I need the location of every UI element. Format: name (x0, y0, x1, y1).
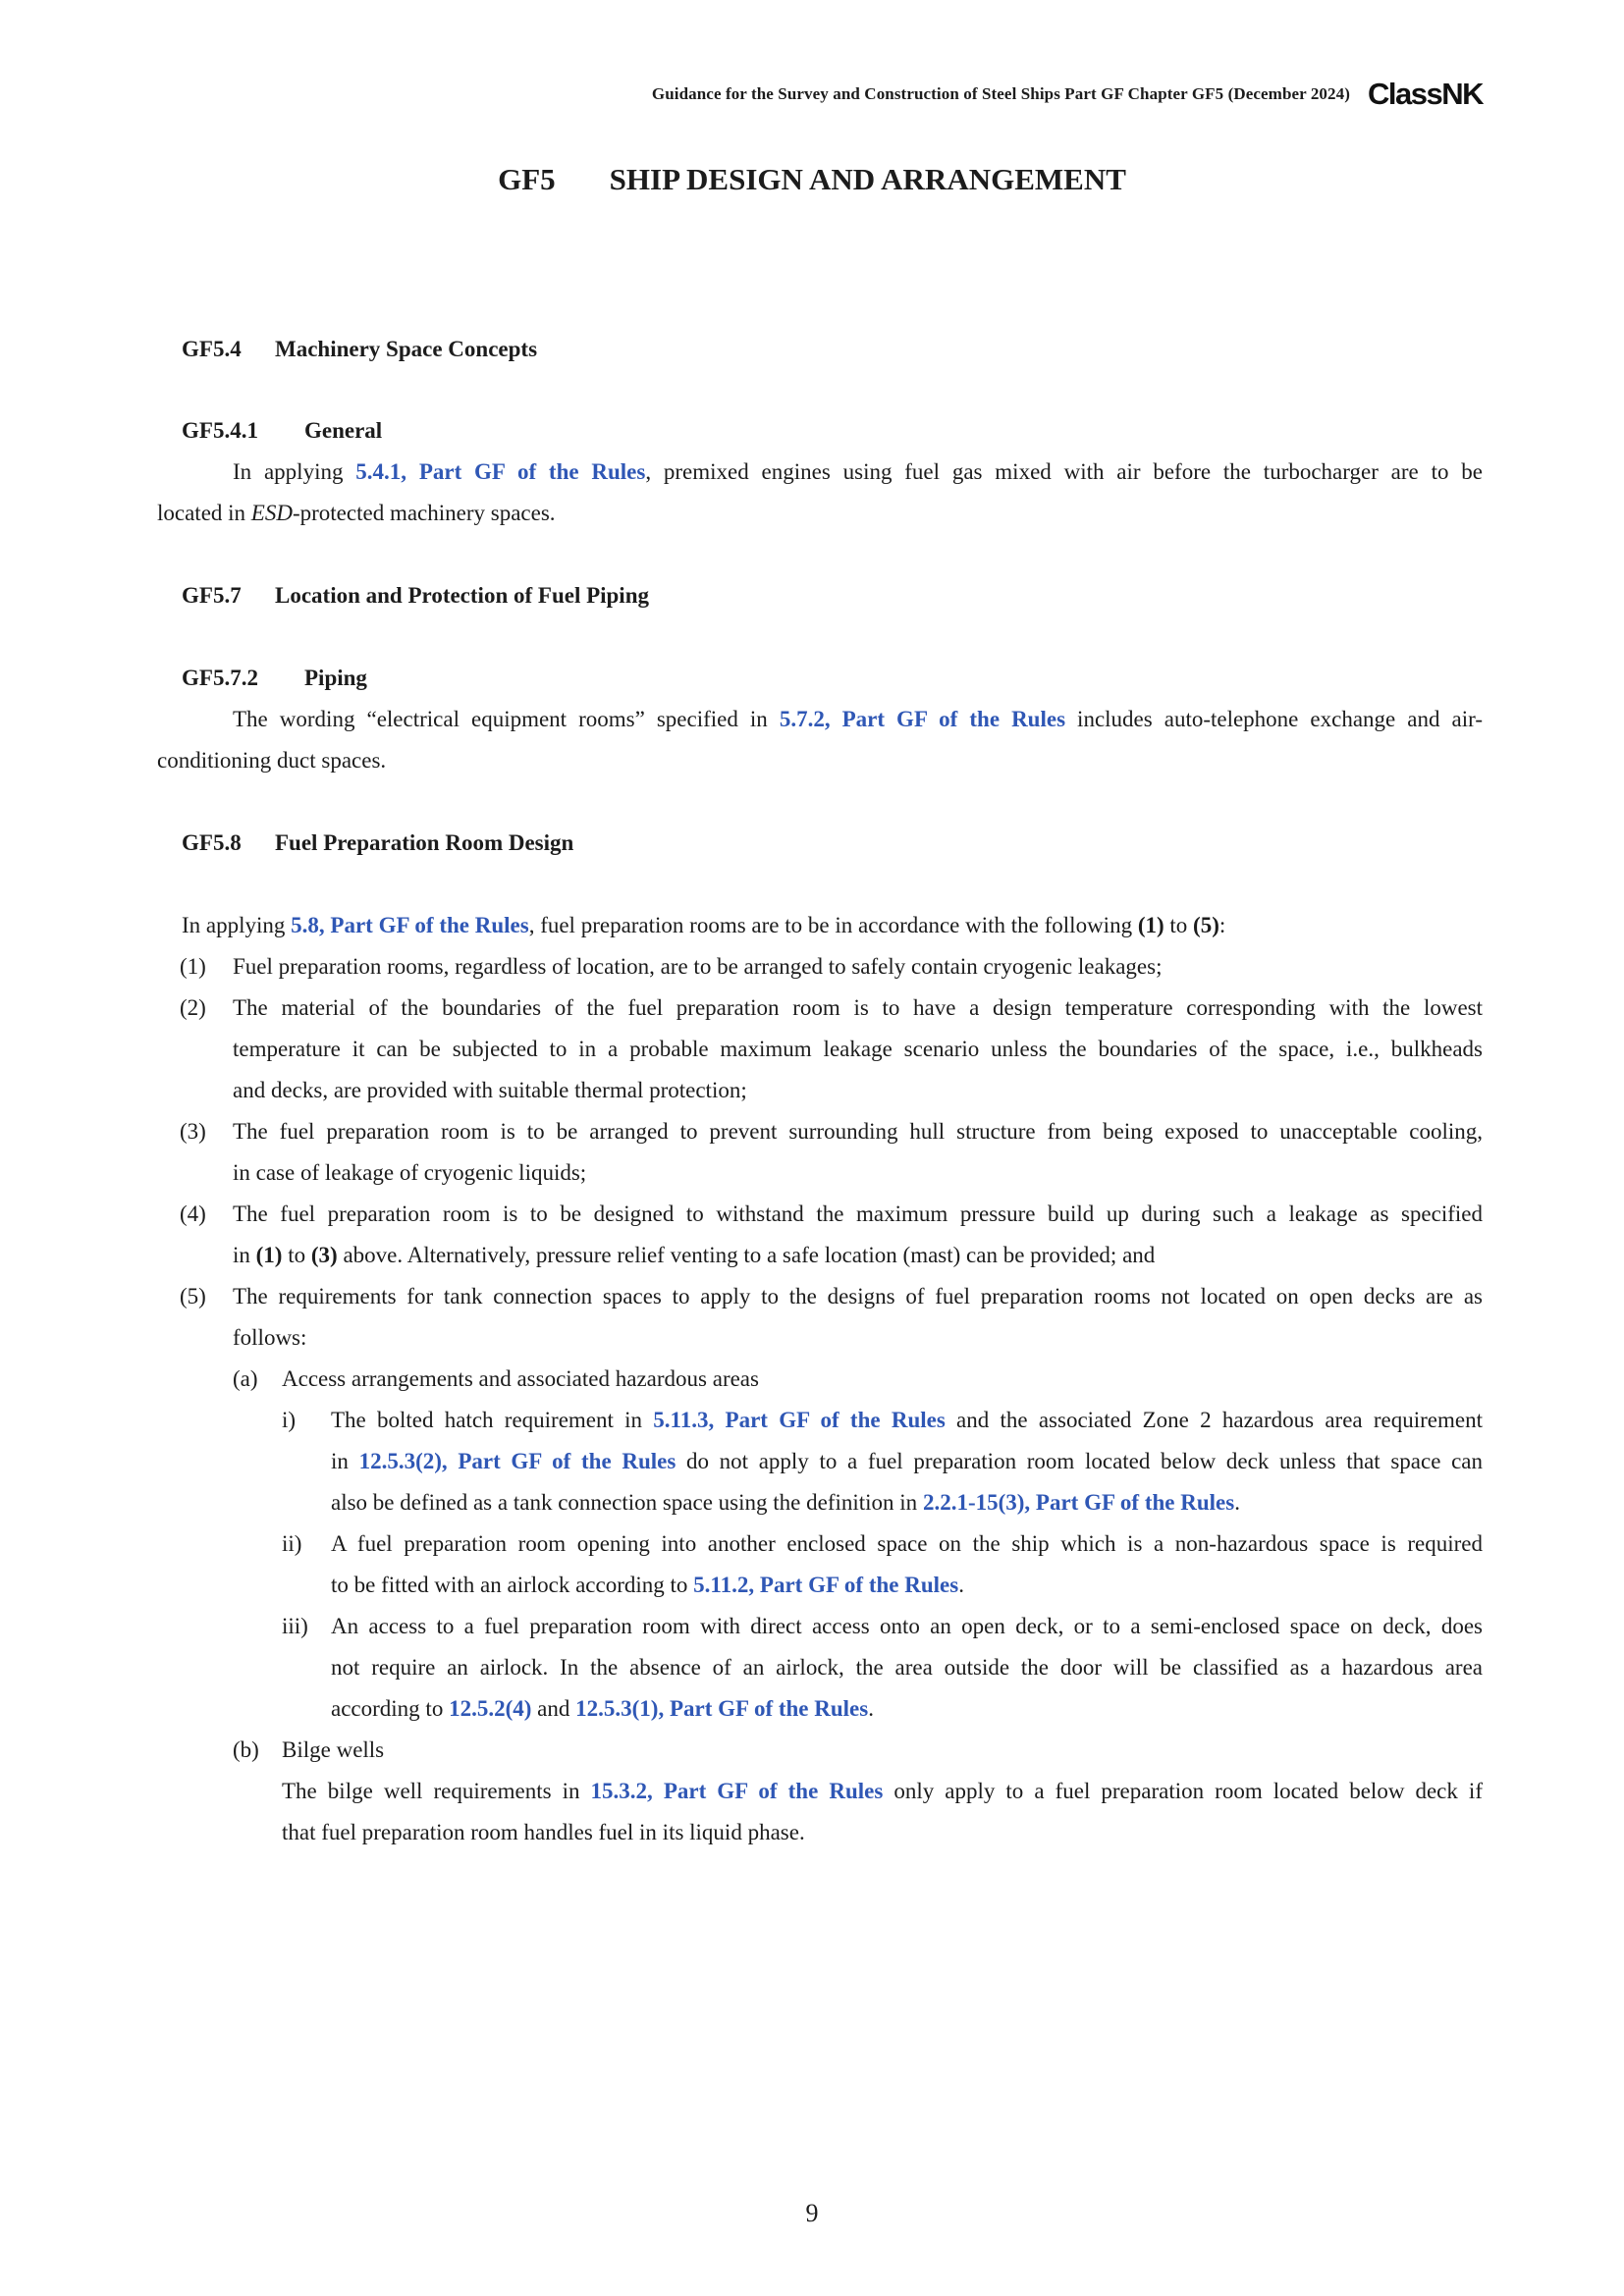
list-item: The fuel preparation room is to be designed to withstand the maximum pressure build up during such a leakage as specified (233, 1201, 1483, 1226)
list-item: not require an airlock. In the absence of an airlock, the area outside the door will be classified as a hazardous area (331, 1655, 1483, 1680)
chapter-title (0, 162, 1624, 197)
rule-link[interactable]: 15.3.2, Part GF of the Rules (590, 1779, 884, 1803)
rule-link[interactable]: 5.7.2, Part GF of the Rules (779, 707, 1066, 731)
classnk-logo: ClassNK (1368, 77, 1483, 111)
list-item: to be fitted with an airlock according to 5.11.2, Part GF of the Rules. (331, 1573, 964, 1597)
page-header (0, 77, 1483, 112)
list-label: (4) (180, 1201, 206, 1226)
rule-link[interactable]: 12.5.3(1), Part GF of the Rules (575, 1696, 869, 1721)
rule-link[interactable]: 12.5.2(4) (449, 1696, 532, 1721)
list-item: An access to a fuel preparation room with direct access onto an open deck, or to a semi-enclosed space on deck, does (331, 1614, 1483, 1638)
list-item: also be defined as a tank connection space using the definition in 2.2.1-15(3), Part GF of the Rules. (331, 1490, 1240, 1515)
list-item: in case of leakage of cryogenic liquids; (233, 1160, 587, 1185)
chapter-heading: SHIP DESIGN AND ARRANGEMENT (609, 162, 1126, 196)
rule-link[interactable]: 2.2.1-15(3), Part GF of the Rules (922, 1490, 1235, 1515)
list-label: (3) (180, 1119, 206, 1144)
sublist-title: Access arrangements and associated hazardous areas (282, 1366, 759, 1391)
paragraph-line: In applying 5.8, Part GF of the Rules, fuel preparation rooms are to be in accordance with the following (1) to (5): (182, 913, 1226, 937)
list-item: follows: (233, 1325, 307, 1350)
list-item: and decks, are provided with suitable thermal protection; (233, 1078, 747, 1102)
list-item: The material of the boundaries of the fuel preparation room is to have a design temperature corresponding with the lowest (233, 995, 1483, 1020)
paragraph-line: In applying 5.4.1, Part GF of the Rules, premixed engines using fuel gas mixed with air before the turbocharger are to be (233, 459, 1483, 484)
rule-link[interactable]: 12.5.3(2), Part GF of the Rules (358, 1449, 677, 1473)
roman-label: i) (282, 1408, 297, 1432)
rule-link[interactable]: 5.11.3, Part GF of the Rules (653, 1408, 946, 1432)
subsection-heading-gf5-4-1: GF5.4.1 General (182, 418, 383, 443)
sublist-label: (a) (233, 1366, 258, 1391)
paragraph-line: The wording “electrical equipment rooms” specified in 5.7.2, Part GF of the Rules includes auto-telephone exchange and air- (233, 707, 1483, 731)
list-label: (5) (180, 1284, 206, 1308)
list-item: in (1) to (3) above. Alternatively, pressure relief venting to a safe location (mast) can be provided; and (233, 1243, 1156, 1267)
header-title: Guidance for the Survey and Construction of Steel Ships Part GF Chapter GF5 (December 2024) (651, 84, 1350, 103)
sublist-label: (b) (233, 1737, 259, 1762)
list-item: A fuel preparation room opening into another enclosed space on the ship which is a non-hazardous space is required (331, 1531, 1483, 1556)
subsection-heading-gf5-7-2: GF5.7.2 Piping (182, 666, 367, 690)
section-heading-gf5-7: GF5.7 Location and Protection of Fuel Piping (182, 583, 649, 608)
list-item: according to 12.5.2(4) and 12.5.3(1), Part GF of the Rules. (331, 1696, 874, 1721)
list-item: temperature it can be subjected to in a probable maximum leakage scenario unless the boundaries of the space, i.e., bulkheads (233, 1037, 1483, 1061)
chapter-number: GF5 (498, 162, 556, 196)
roman-label: iii) (282, 1614, 308, 1638)
rule-link[interactable]: 5.4.1, Part GF of the Rules (355, 459, 646, 484)
rule-link[interactable]: 5.8, Part GF of the Rules (291, 913, 529, 937)
list-item: that fuel preparation room handles fuel in its liquid phase. (282, 1820, 805, 1844)
roman-label: ii) (282, 1531, 302, 1556)
list-item: Fuel preparation rooms, regardless of location, are to be arranged to safely contain cryogenic leakages; (233, 954, 1163, 979)
paragraph-line: conditioning duct spaces. (157, 748, 387, 773)
list-item: The fuel preparation room is to be arranged to prevent surrounding hull structure from being exposed to unacceptable cooling, (233, 1119, 1483, 1144)
list-label: (1) (180, 954, 206, 979)
list-item: The bolted hatch requirement in 5.11.3, Part GF of the Rules and the associated Zone 2 hazardous area requirement (331, 1408, 1483, 1432)
page-number: 9 (805, 2199, 819, 2227)
list-item: in 12.5.3(2), Part GF of the Rules do not apply to a fuel preparation room located below deck unless that space can (331, 1449, 1484, 1473)
paragraph-line: located in ESD-protected machinery spaces. (157, 501, 556, 525)
list-item: The requirements for tank connection spaces to apply to the designs of fuel preparation rooms not located on open decks are as (233, 1284, 1483, 1308)
list-item: The bilge well requirements in 15.3.2, Part GF of the Rules only apply to a fuel preparation room located below deck if (282, 1779, 1483, 1803)
sublist-title: Bilge wells (282, 1737, 385, 1762)
list-label: (2) (180, 995, 206, 1020)
section-heading-gf5-8: GF5.8 Fuel Preparation Room Design (182, 830, 574, 855)
rule-link[interactable]: 5.11.2, Part GF of the Rules (693, 1573, 959, 1597)
section-heading-gf5-4: GF5.4 Machinery Space Concepts (182, 337, 538, 361)
